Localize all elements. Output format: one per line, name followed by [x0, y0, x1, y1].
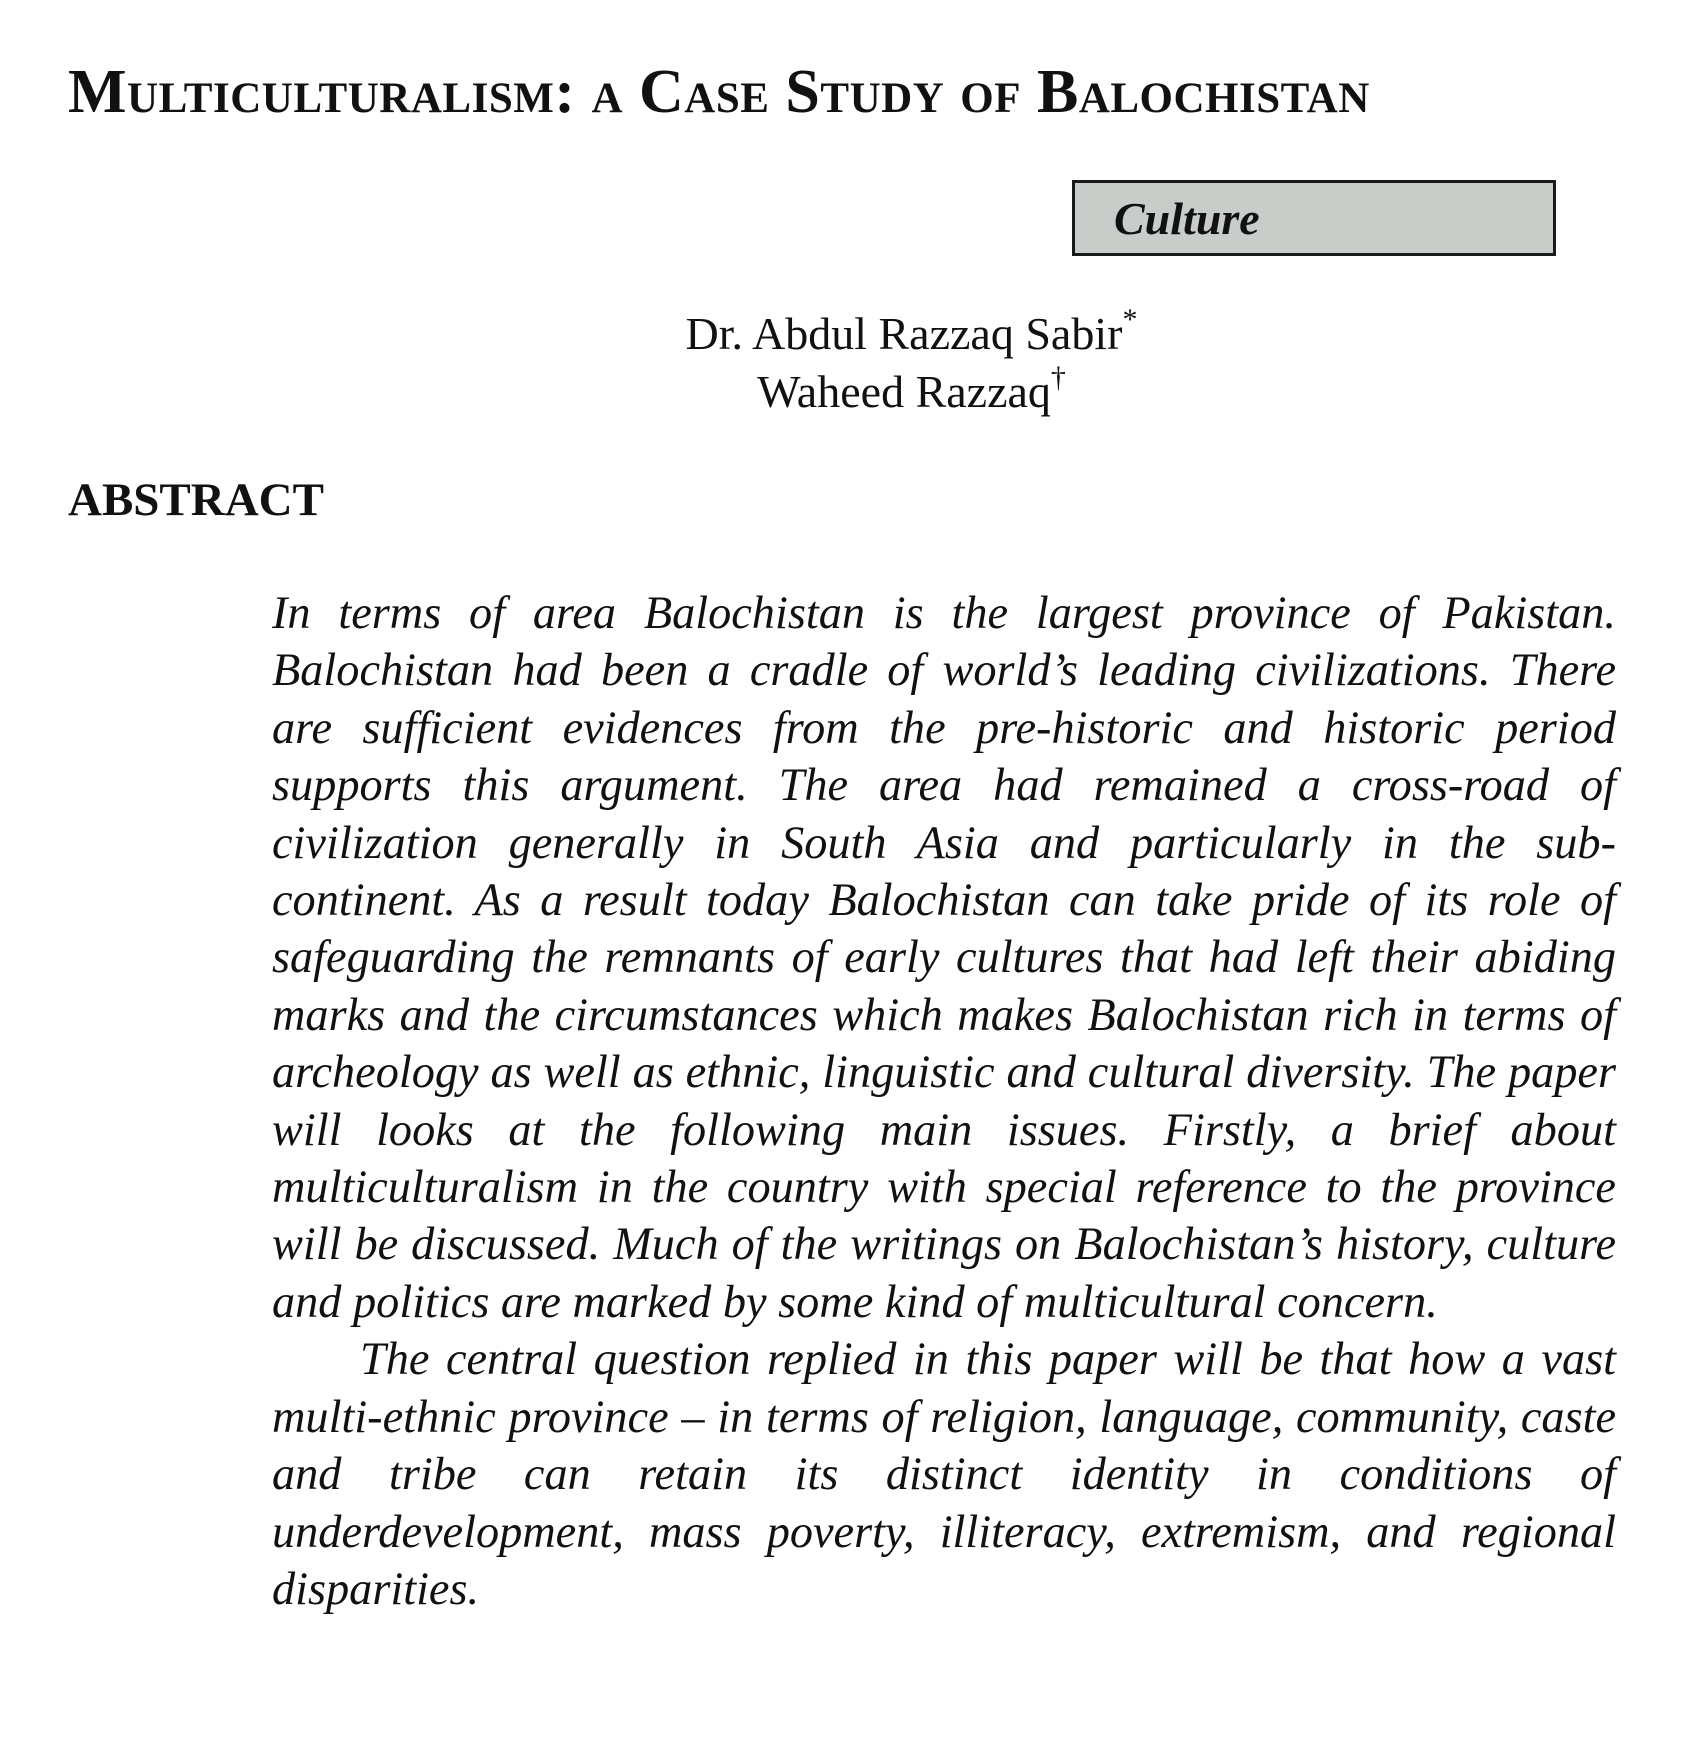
author-2-name: Waheed Razzaq: [757, 366, 1051, 417]
author-2: [0, 363, 1683, 421]
abstract-heading: ABSTRACT: [68, 474, 324, 526]
paper-title: Multiculturalism: a Case Study of Balochistan: [68, 58, 1370, 126]
category-label: Culture: [1114, 192, 1260, 244]
author-1-footnote-mark[interactable]: *: [1122, 303, 1138, 336]
author-list: [0, 305, 1683, 421]
abstract-paragraph-2: The central question replied in this paper will be that how a vast multi-ethnic province – in terms of religion, language, community, caste and tribe can retain its distinct identity in conditions of underdevelopment, mass poverty, illiteracy, extremism, and regional disparities.: [272, 1334, 1616, 1615]
abstract-paragraph-1: In terms of area Balochistan is the largest province of Pakistan. Balochistan had been a cradle of world’s leading civilizations. There are sufficient evidences from the pre-historic and historic period supports this argument. The area had remained a cross-road of civilization generally in South Asia and particularly in the sub-continent. As a result today Balochistan can take pride of its role of safeguarding the remnants of early cultures that had left their abiding marks and the circumstances which makes Balochistan rich in terms of archeology as well as ethnic, linguistic and cultural diversity. The paper will looks at the following main issues. Firstly, a brief about multiculturalism in the country with special reference to the province will be discussed. Much of the writings on Balochistan’s history, culture and politics are marked by some kind of multicultural concern.: [272, 588, 1616, 1328]
category-badge: [1072, 180, 1556, 256]
abstract-body: [272, 585, 1616, 1618]
author-1: [0, 305, 1683, 363]
author-2-footnote-mark[interactable]: †: [1050, 361, 1066, 394]
author-1-name: Dr. Abdul Razzaq Sabir: [685, 308, 1123, 359]
